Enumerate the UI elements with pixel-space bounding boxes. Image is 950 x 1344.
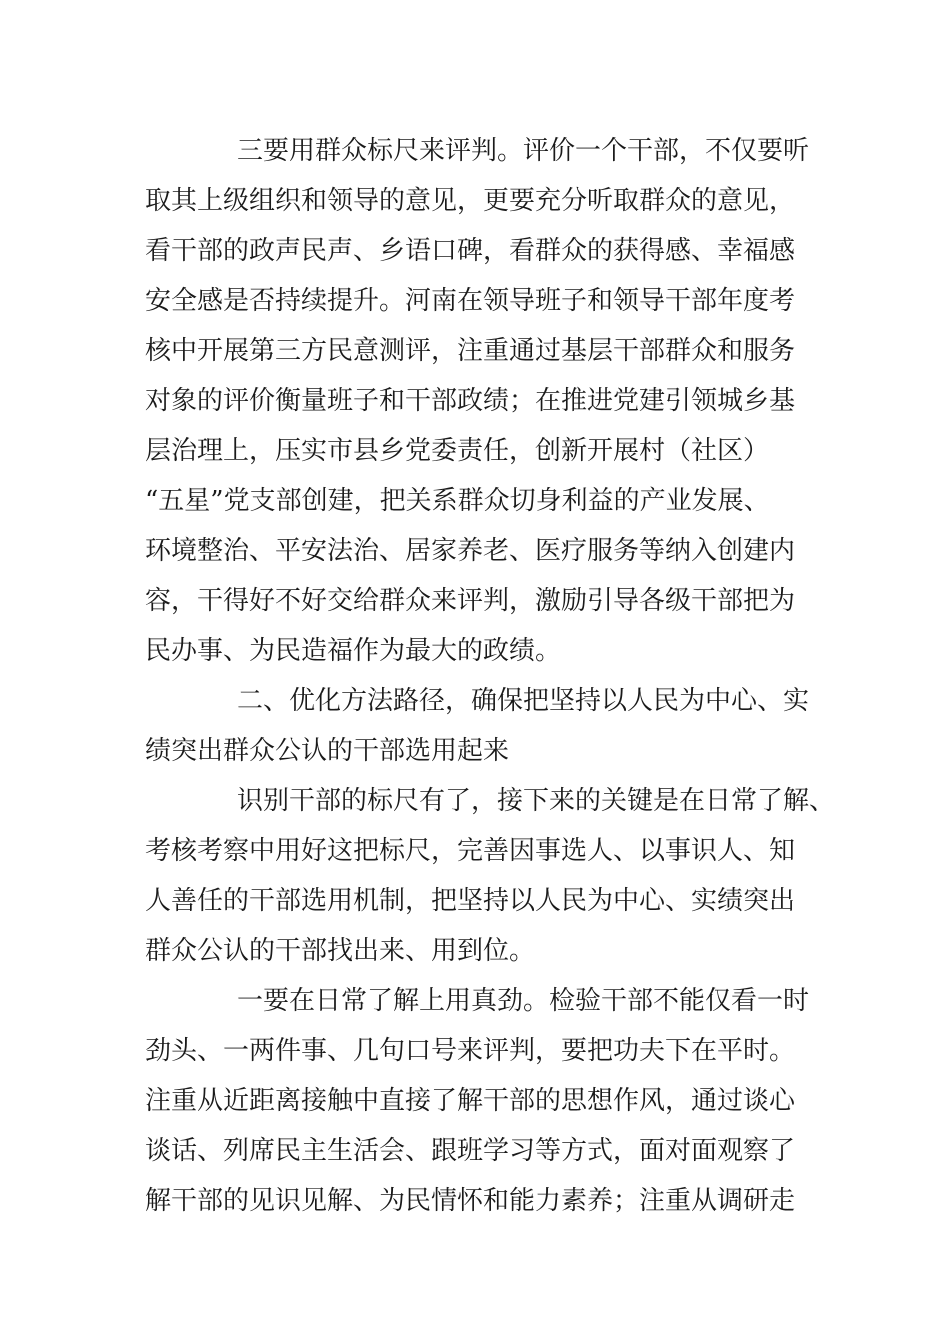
paragraph-line: 解干部的见识见解、为民情怀和能力素养；注重从调研走 — [145, 1186, 796, 1216]
section-heading-line: 二、优化方法路径，确保把坚持以人民为中心、实 — [237, 686, 810, 716]
paragraph-line: 考核考察中用好这把标尺，完善因事选人、以事识人、知 — [145, 836, 796, 866]
section-heading-line: 绩突出群众公认的干部选用起来 — [145, 736, 510, 766]
paragraph-line: 取其上级组织和领导的意见，更要充分听取群众的意见， — [145, 186, 796, 216]
paragraph-line: 民办事、为民造福作为最大的政绩。 — [145, 636, 562, 666]
paragraph-line: 容，干得好不好交给群众来评判，激励引导各级干部把为 — [145, 586, 796, 616]
paragraph-line: 核中开展第三方民意测评，注重通过基层干部群众和服务 — [145, 336, 796, 366]
paragraph-line: 对象的评价衡量班子和干部政绩；在推进党建引领城乡基 — [145, 386, 796, 416]
paragraph-line: 三要用群众标尺来评判。评价一个干部，不仅要听 — [237, 136, 810, 166]
paragraph-line: 人善任的干部选用机制，把坚持以人民为中心、实绩突出 — [145, 886, 796, 916]
paragraph-line: 注重从近距离接触中直接了解干部的思想作风，通过谈心 — [145, 1086, 796, 1116]
paragraph-line: “五星”党支部创建，把关系群众切身利益的产业发展、 — [145, 486, 770, 516]
paragraph-line: 一要在日常了解上用真劲。检验干部不能仅看一时 — [237, 986, 810, 1016]
paragraph-line: 谈话、列席民主生活会、跟班学习等方式，面对面观察了 — [145, 1136, 796, 1166]
paragraph-line: 环境整治、平安法治、居家养老、医疗服务等纳入创建内 — [145, 536, 796, 566]
paragraph-line: 看干部的政声民声、乡语口碑，看群众的获得感、幸福感 — [145, 236, 796, 266]
paragraph-line: 层治理上，压实市县乡党委责任，创新开展村（社区） — [145, 436, 770, 466]
paragraph-line: 群众公认的干部找出来、用到位。 — [145, 936, 536, 966]
paragraph-line: 识别干部的标尺有了，接下来的关键是在日常了解、 — [237, 786, 836, 816]
paragraph-line: 劲头、一两件事、几句口号来评判，要把功夫下在平时。 — [145, 1036, 796, 1066]
paragraph-line: 安全感是否持续提升。河南在领导班子和领导干部年度考 — [145, 286, 796, 316]
